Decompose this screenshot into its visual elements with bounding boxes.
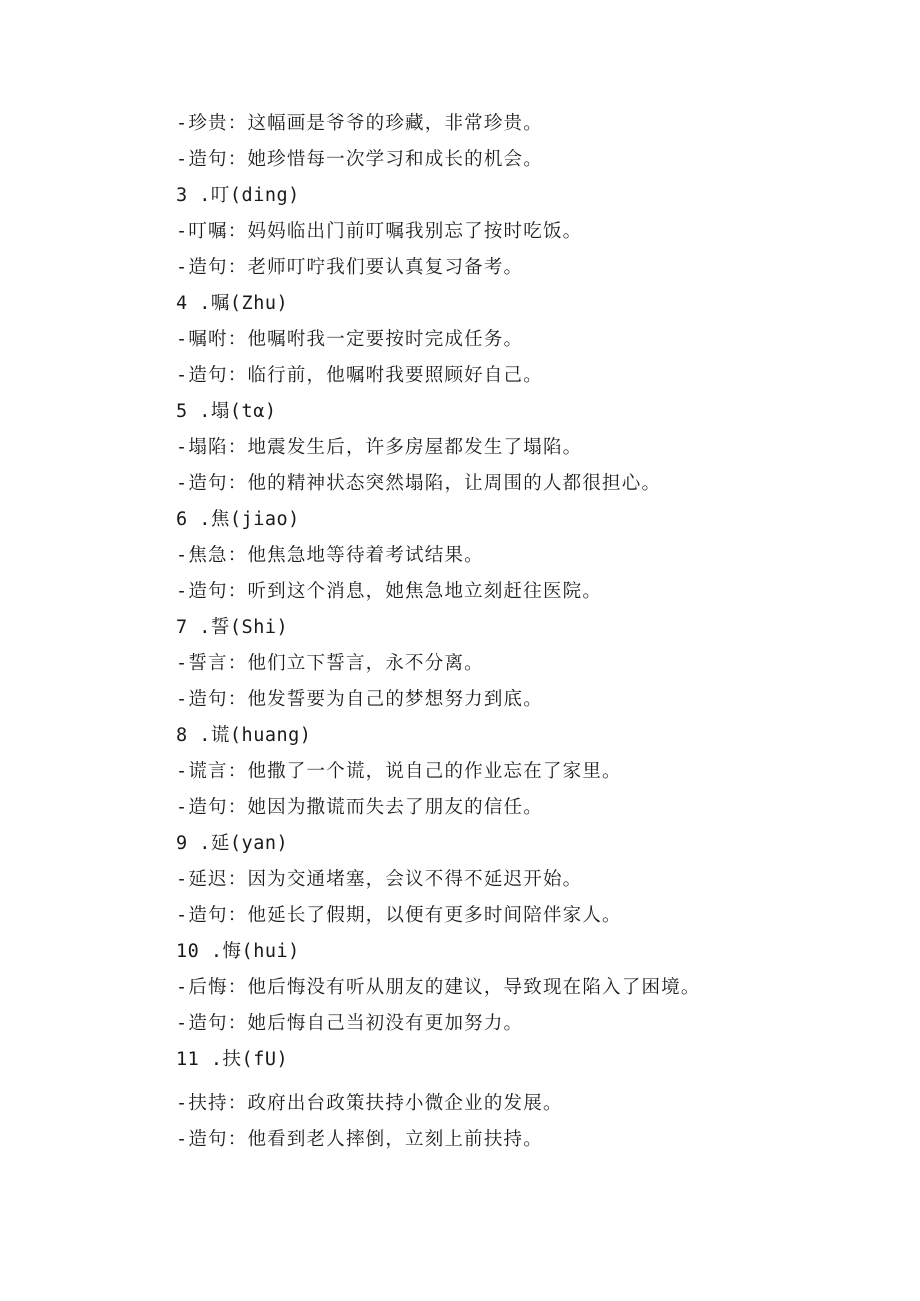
example-line: -造句：他看到老人摔倒，立刻上前扶持。 [176, 1129, 543, 1150]
example-line: -扶持：政府出台政策扶持小微企业的发展。 [176, 1093, 563, 1114]
character-heading: 6 .焦(jiao) [176, 509, 300, 530]
example-line: -造句：老师叮咛我们要认真复习备考。 [176, 257, 524, 278]
character-heading: 9 .延(yan) [176, 833, 289, 854]
example-line: -造句：她后悔自己当初没有更加努力。 [176, 1013, 524, 1034]
example-line: -造句：他延长了假期，以便有更多时间陪伴家人。 [176, 905, 622, 926]
example-line: -造句：他发誓要为自己的梦想努力到底。 [176, 689, 543, 710]
example-line: -珍贵：这幅画是爷爷的珍藏，非常珍贵。 [176, 113, 543, 134]
character-heading: 5 .塌(tα) [176, 401, 277, 422]
character-heading: 4 .嘱(Zhu) [176, 293, 289, 314]
character-heading: 11 .扶(fU) [176, 1049, 289, 1070]
character-heading: 8 .谎(huang) [176, 725, 312, 746]
example-line: -造句：听到这个消息，她焦急地立刻赶往医院。 [176, 581, 603, 602]
example-line: -嘱咐：他嘱咐我一定要按时完成任务。 [176, 329, 524, 350]
example-line: -造句：她因为撒谎而失去了朋友的信任。 [176, 797, 543, 818]
character-heading: 7 .誓(Shi) [176, 617, 289, 638]
example-line: -后悔：他后悔没有听从朋友的建议，导致现在陷入了困境。 [176, 977, 701, 998]
example-line: -造句：她珍惜每一次学习和成长的机会。 [176, 149, 543, 170]
document-body [176, 106, 876, 1158]
example-line: -谎言：他撒了一个谎，说自己的作业忘在了家里。 [176, 761, 622, 782]
character-heading: 10 .悔(hui) [176, 941, 300, 962]
character-heading: 3 .叮(ding) [176, 185, 300, 206]
example-line: -焦急：他焦急地等待着考试结果。 [176, 545, 484, 566]
example-line: -誓言：他们立下誓言，永不分离。 [176, 653, 484, 674]
example-line: -造句：他的精神状态突然塌陷，让周围的人都很担心。 [176, 473, 662, 494]
example-line: -造句：临行前，他嘱咐我要照顾好自己。 [176, 365, 543, 386]
example-line: -延迟：因为交通堵塞，会议不得不延迟开始。 [176, 869, 583, 890]
example-line: -塌陷：地震发生后，许多房屋都发生了塌陷。 [176, 437, 583, 458]
example-line: -叮嘱：妈妈临出门前叮嘱我别忘了按时吃饭。 [176, 221, 583, 242]
